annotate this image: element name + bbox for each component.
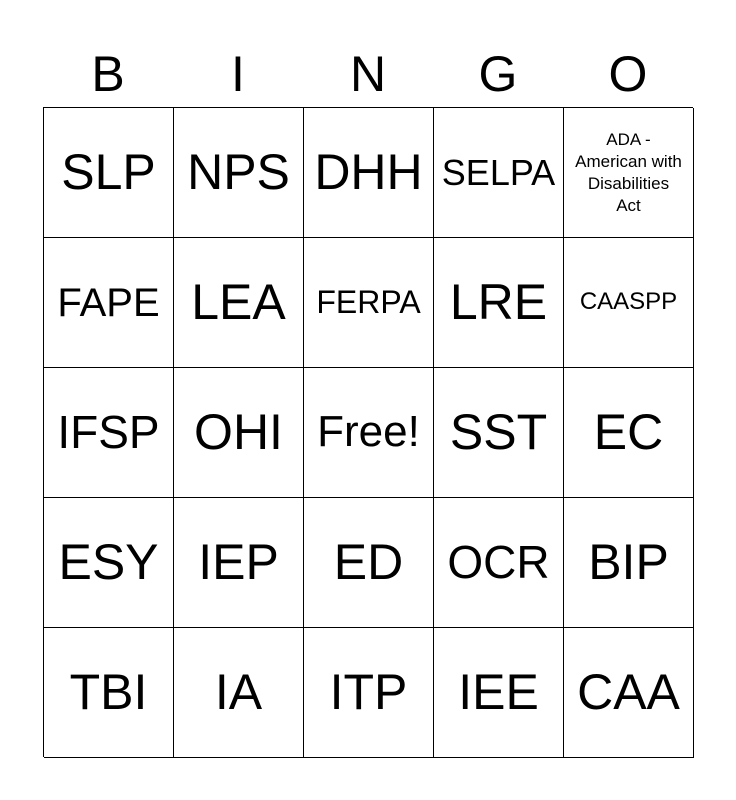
bingo-cell[interactable]: SST [434,368,564,498]
bingo-cell[interactable]: SELPA [434,108,564,238]
bingo-cell[interactable]: ESY [44,498,174,628]
bingo-cell[interactable]: LEA [174,238,304,368]
bingo-cell[interactable]: DHH [304,108,434,238]
bingo-cell[interactable]: FAPE [44,238,174,368]
bingo-cell[interactable]: EC [564,368,694,498]
bingo-cell[interactable]: IEP [174,498,304,628]
header-letter-o: O [608,46,648,102]
bingo-cell[interactable]: CAASPP [564,238,694,368]
header-letter-i: I [231,46,245,102]
bingo-cell[interactable]: OCR [434,498,564,628]
free-space-cell[interactable]: Free! [304,368,434,498]
bingo-cell[interactable]: FERPA [304,238,434,368]
bingo-board [43,107,693,757]
bingo-cell[interactable]: ITP [304,628,434,758]
bingo-cell[interactable]: IA [174,628,304,758]
bingo-cell[interactable]: NPS [174,108,304,238]
bingo-cell[interactable]: BIP [564,498,694,628]
bingo-header [43,42,693,106]
header-letter-b: B [91,46,125,102]
bingo-cell[interactable]: ED [304,498,434,628]
bingo-cell[interactable]: IFSP [44,368,174,498]
bingo-cell[interactable]: SLP [44,108,174,238]
header-letter-g: G [478,46,518,102]
bingo-cell[interactable]: CAA [564,628,694,758]
bingo-cell[interactable]: OHI [174,368,304,498]
bingo-cell[interactable]: TBI [44,628,174,758]
bingo-cell[interactable]: IEE [434,628,564,758]
bingo-cell[interactable]: ADA - American with Disabilities Act [564,108,694,238]
header-letter-n: N [349,46,387,102]
bingo-cell[interactable]: LRE [434,238,564,368]
